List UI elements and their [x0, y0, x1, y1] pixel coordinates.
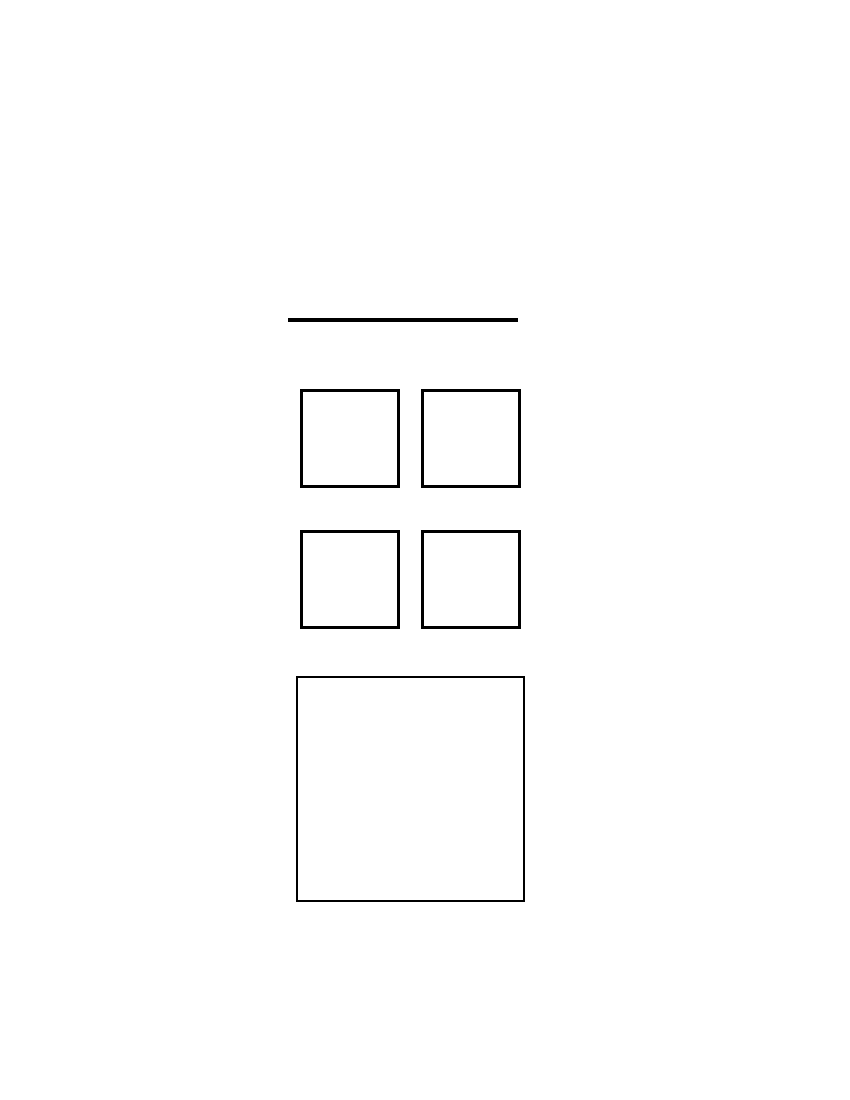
waveform-traces [290, 163, 540, 315]
pair-box-corrected [421, 389, 521, 488]
pair-traces-original [303, 392, 397, 485]
contour-canvas [298, 678, 523, 900]
pair-box-original [300, 389, 400, 488]
particle-motion-original [303, 533, 397, 626]
particle-motion-box-corrected [421, 530, 521, 629]
contour-plot [296, 676, 525, 902]
particle-motion-box-original [300, 530, 400, 629]
time-axis-line [288, 318, 518, 322]
particle-motion-corrected [424, 533, 518, 626]
pair-traces-corrected [424, 392, 518, 485]
